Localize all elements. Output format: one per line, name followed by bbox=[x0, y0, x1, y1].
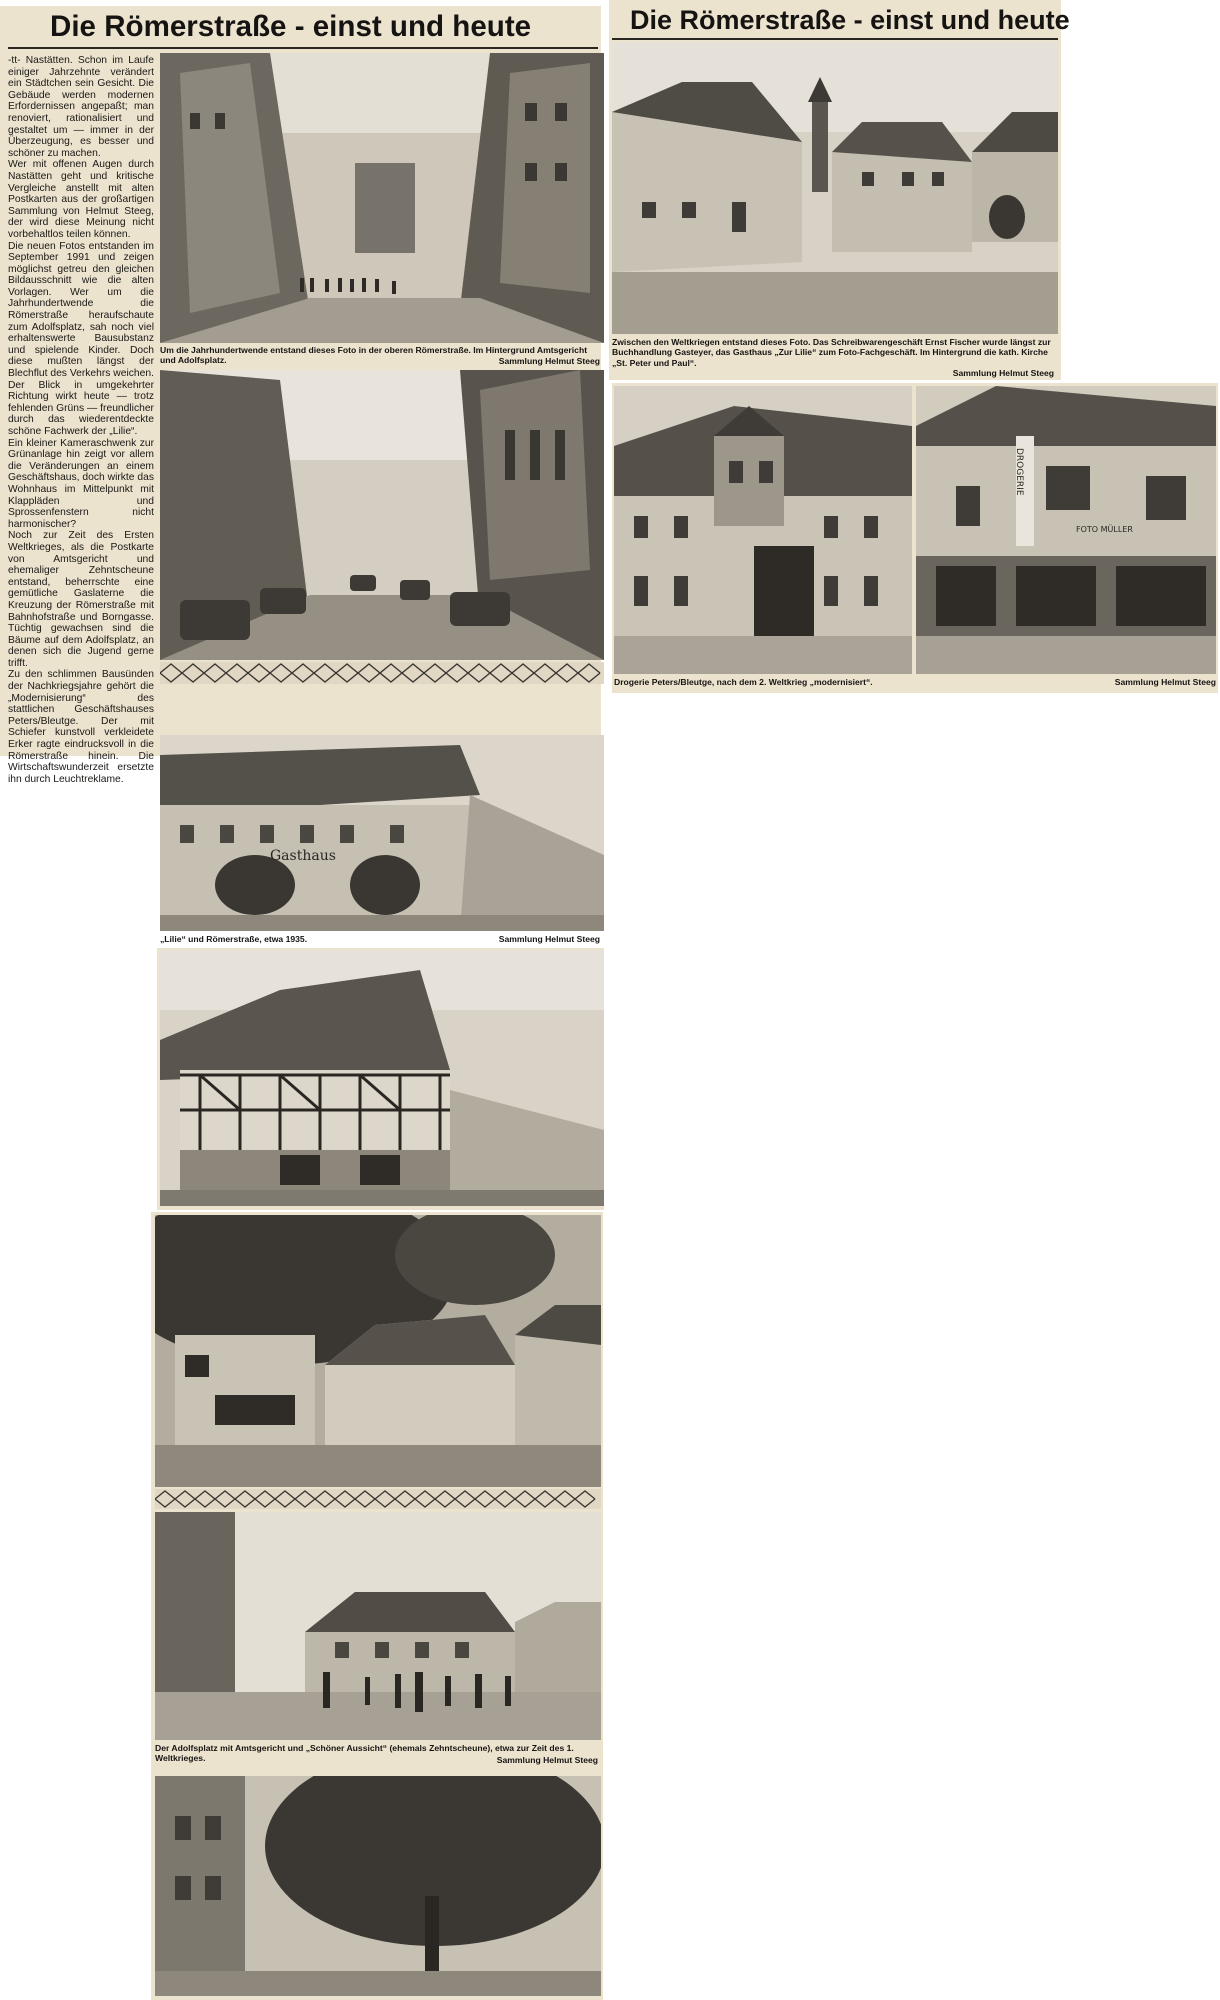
caption-photo-1: Um die Jahrhundertwende entstand dieses Foto in der oberen Römerstraße. Im Hintergrund Amtsgericht und Adolfsplatz. bbox=[160, 345, 588, 366]
credit-adolfsplatz: Sammlung Helmut Steeg bbox=[496, 1755, 598, 1765]
caption-right-photo: Zwischen den Weltkriegen entstand dieses Foto. Das Schreibwarengeschäft Ernst Fischer wurde längst zur Buchhandlung Gasteyer, das Gasthaus „Zur Lilie“ zum Foto-Fachgeschäft. Im Hintergrund die kath. Kirche „St. Peter und Paul“. bbox=[612, 337, 1051, 368]
photo-drogerie-old bbox=[614, 386, 912, 674]
caption-drogerie: Drogerie Peters/Bleutge, nach dem 2. Weltkrieg „modernisiert“. bbox=[614, 677, 873, 687]
paragraph-3: Die neuen Fotos entstanden im September 1991 und zeigen möglichst getreu den gleichen Bildausschnitt wie die alten Vorlagen. Wer um die Jahrhundertwende die Römerstraße heraufschaute zum Adolfsplatz, sah noch viel erhaltenswerte Bausubstanz und spielende Kinder. Doch diese mußten längst der Blechflut des Verkehrs weichen. bbox=[8, 240, 154, 380]
paragraph-5: Ein kleiner Kameraschwenk zur Grünanlage hin zeigt vor allem die Veränderungen an einem Geschäftshaus, doch wirkte das Wohnhaus im Mittelpunkt mit Klappläden und Sprossenfenstern nicht harmonischer? bbox=[8, 437, 154, 530]
paragraph-4: Der Blick in umgekehrter Richtung wirkt heute — trotz fehlenden Grüns — freundlicher durch das wiederentdeckte schöne Fachwerk der „Lilie“. bbox=[8, 379, 154, 437]
photo-adolfsplatz-ww1 bbox=[155, 1512, 601, 1740]
sign-gasthaus: Gasthaus bbox=[270, 848, 336, 864]
article-body-left bbox=[8, 55, 154, 785]
headline-right-rule bbox=[612, 38, 1058, 40]
headline-right: Die Römerstraße - einst und heute bbox=[630, 5, 1070, 35]
photo-lilie-1935 bbox=[160, 735, 604, 931]
photo-lilie-modern bbox=[160, 950, 604, 1206]
photo-modern-roemerstrasse bbox=[160, 370, 604, 660]
photo-old-roemerstrasse bbox=[160, 53, 604, 343]
headline-left-rule bbox=[8, 47, 598, 49]
sign-foto-mueller: FOTO MÜLLER bbox=[1076, 525, 1133, 534]
photo-adolfsplatz-trees bbox=[155, 1776, 601, 1996]
caption-photo-3: „Lilie“ und Römerstraße, etwa 1935. bbox=[160, 934, 308, 944]
credit-photo-3: Sammlung Helmut Steeg bbox=[498, 934, 600, 944]
photo-drogerie-modern bbox=[916, 386, 1216, 674]
ornament-band-lower bbox=[155, 1489, 601, 1509]
paragraph-7: Zu den schlimmen Bausünden der Nachkriegsjahre gehört die „Modernisierung“ des stattlichen Geschäftshauses Peters/Bleutge. Der mit Schiefer kunstvoll verkleidete Erker ragte eindrucksvoll in die Römerstraße hinein. Die Wirtschaftswunderzeit ersetzte ihn durch Leuchtreklame. bbox=[8, 669, 154, 785]
paragraph-6: Noch zur Zeit des Ersten Weltkrieges, als die Postkarte von Amtsgericht und ehemaliger Zehntscheune entstand, beherrschte eine gemütliche Gaslaterne die Kreuzung der Römerstraße mit Bahnhofstraße und Borngasse. Tüchtig gewachsen sind die Bäume auf dem Adolfsplatz, an denen sich die Jugend gerne trifft. bbox=[8, 530, 154, 669]
credit-photo-1: Sammlung Helmut Steeg bbox=[498, 356, 600, 366]
credit-drogerie: Sammlung Helmut Steeg bbox=[1114, 677, 1216, 687]
sign-drogerie: DROGERIE bbox=[1014, 448, 1024, 496]
paragraph-1: -tt- Nastätten. Schon im Laufe einiger Jahrzehnte verändert ein Städtchen sein Gesicht. Die Gebäude werden modernen Erfordernissen angepaßt; man renoviert, rationalisiert und gestaltet um — immer in der Überzeugung, es besser und schöner zu machen. bbox=[8, 55, 154, 159]
photo-adolfsplatz-modern bbox=[155, 1215, 601, 1487]
ornament-band bbox=[160, 662, 604, 684]
headline-left: Die Römerstraße - einst und heute bbox=[50, 10, 532, 43]
paragraph-2: Wer mit offenen Augen durch Nastätten geht und kritische Vergleiche anstellt mit alten Postkarten aus der großartigen Sammlung von Helmut Steeg, der wird diese Meinung nicht vorbehaltlos teilen können. bbox=[8, 159, 154, 240]
photo-lilie-interwar bbox=[612, 42, 1058, 334]
credit-right-photo: Sammlung Helmut Steeg bbox=[952, 368, 1054, 378]
caption-adolfsplatz: Der Adolfsplatz mit Amtsgericht und „Schöner Aussicht“ (ehemals Zehntscheune), etwa zur Zeit des 1. Weltkrieges. bbox=[155, 1743, 574, 1764]
